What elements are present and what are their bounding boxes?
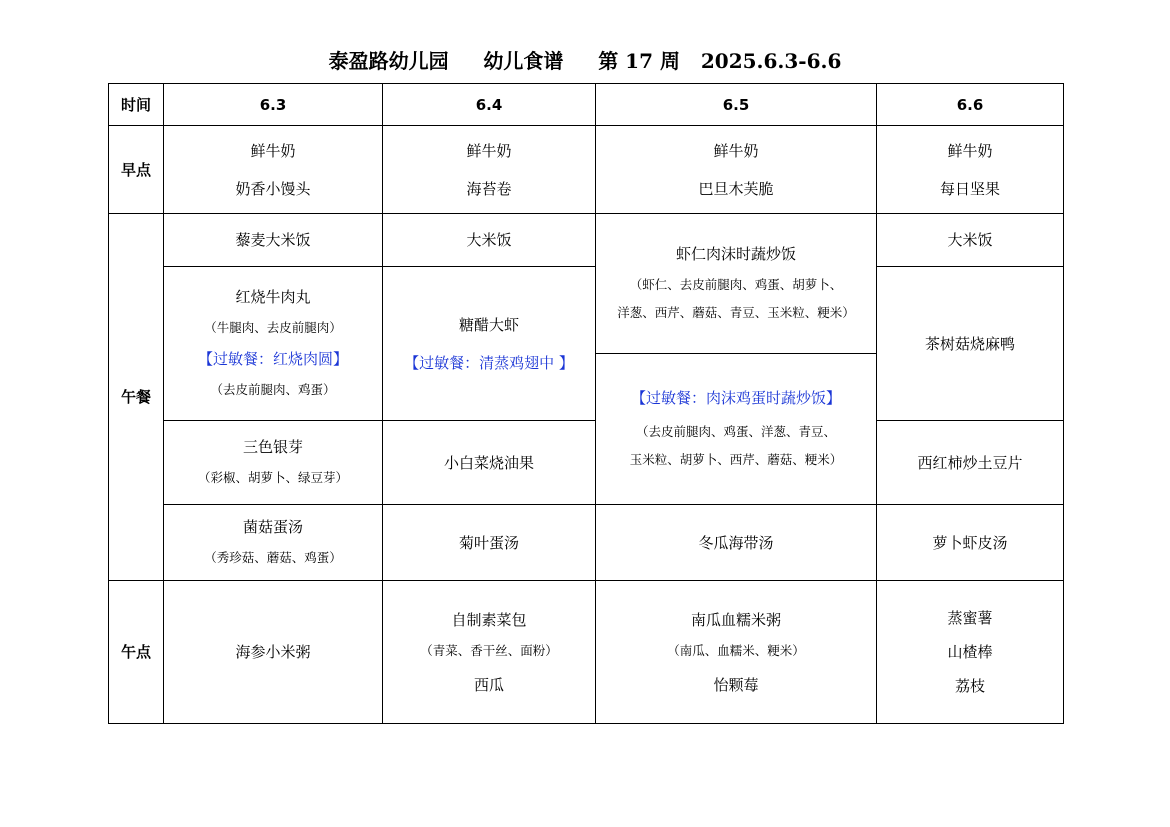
snack-item: 自制素菜包 xyxy=(451,610,527,629)
row-label-breakfast: 早点 xyxy=(109,126,164,214)
breakfast-item: 每日坚果 xyxy=(939,179,1000,198)
lunch-main-day-2 xyxy=(383,267,596,421)
snack-item: 山楂棒 xyxy=(947,643,993,661)
breakfast-item: 海苔卷 xyxy=(466,179,512,198)
dish-name: 红烧牛肉丸 xyxy=(235,288,311,306)
breakfast-item: 鲜牛奶 xyxy=(713,141,759,160)
snack-cell-day-2 xyxy=(383,581,596,724)
breakfast-cell-day-3 xyxy=(596,126,877,214)
dish-ingredients: （秀珍菇、蘑菇、鸡蛋） xyxy=(204,550,342,565)
header-time-label: 时间 xyxy=(109,84,164,126)
breakfast-cell-day-1 xyxy=(164,126,383,214)
header-day-1: 6.3 xyxy=(164,84,383,126)
lunch-staple-day-4: 大米饭 xyxy=(877,214,1064,267)
lunch-staple-day-2: 大米饭 xyxy=(383,214,596,267)
row-label-lunch: 午餐 xyxy=(109,214,164,581)
breakfast-item: 奶香小馒头 xyxy=(235,179,311,198)
page-title: 泰盈路幼儿园 幼儿食谱 第 17 周 2025.6.3-6.6 xyxy=(328,49,842,73)
lunch-soup-day-4: 萝卜虾皮汤 xyxy=(877,505,1064,581)
snack-cell-day-4 xyxy=(877,581,1064,724)
breakfast-cell-day-2 xyxy=(383,126,596,214)
snack-row xyxy=(109,581,1064,724)
dish-name: 虾仁肉沫时蔬炒饭 xyxy=(675,245,796,263)
snack-ingredients: （青菜、香干丝、面粉） xyxy=(420,642,558,658)
dish-ingredients: （去皮前腿肉、鸡蛋、洋葱、青豆、 xyxy=(635,424,836,439)
lunch-allergy-day-3 xyxy=(596,354,877,505)
breakfast-item: 鲜牛奶 xyxy=(947,141,993,160)
dish-ingredients: （牛腿肉、去皮前腿肉） xyxy=(204,320,342,335)
dish-ingredients: （彩椒、胡萝卜、绿豆芽） xyxy=(197,470,348,485)
lunch-veg-day-1 xyxy=(164,421,383,505)
lunch-row-veg xyxy=(109,421,1064,505)
breakfast-cell-day-4 xyxy=(877,126,1064,214)
lunch-soup-day-3: 冬瓜海带汤 xyxy=(596,505,877,581)
dish-ingredients: 洋葱、西芹、蘑菇、青豆、玉米粒、粳米） xyxy=(617,305,855,320)
header-day-2: 6.4 xyxy=(383,84,596,126)
lunch-row-staple xyxy=(109,214,1064,267)
snack-fruit: 怡颗莓 xyxy=(713,675,759,694)
dish-ingredients: （去皮前腿肉、鸡蛋） xyxy=(210,382,336,397)
breakfast-row xyxy=(109,126,1064,214)
snack-cell-day-3 xyxy=(596,581,877,724)
header-day-3: 6.5 xyxy=(596,84,877,126)
dish-name: 菌菇蛋汤 xyxy=(242,518,303,536)
dish-ingredients: （虾仁、去皮前腿肉、鸡蛋、胡萝卜、 xyxy=(629,277,843,292)
dish-ingredients: 玉米粒、胡萝卜、西芹、蘑菇、粳米） xyxy=(629,452,843,467)
lunch-main-day-3 xyxy=(596,214,877,354)
lunch-main-day-4: 茶树菇烧麻鸭 xyxy=(877,267,1064,421)
lunch-veg-day-2: 小白菜烧油果 xyxy=(383,421,596,505)
breakfast-item: 鲜牛奶 xyxy=(466,141,512,160)
allergy-dish: 【过敏餐：红烧肉圆】 xyxy=(197,350,348,368)
dish-name: 三色银芽 xyxy=(242,438,303,456)
lunch-main-day-1 xyxy=(164,267,383,421)
lunch-soup-day-1 xyxy=(164,505,383,581)
snack-fruit: 西瓜 xyxy=(473,675,504,694)
header-day-4: 6.6 xyxy=(877,84,1064,126)
header-row xyxy=(109,84,1064,126)
lunch-veg-day-4: 西红柿炒土豆片 xyxy=(877,421,1064,505)
allergy-dish: 【过敏餐：肉沫鸡蛋时蔬炒饭】 xyxy=(630,389,841,407)
snack-item: 蒸蜜薯 xyxy=(947,609,993,627)
breakfast-item: 巴旦木芙脆 xyxy=(698,179,774,198)
snack-fruit: 荔枝 xyxy=(954,677,985,695)
breakfast-item: 鲜牛奶 xyxy=(250,141,296,160)
snack-item: 南瓜血糯米粥 xyxy=(690,610,781,629)
lunch-staple-day-1: 藜麦大米饭 xyxy=(164,214,383,267)
lunch-soup-day-2: 菊叶蛋汤 xyxy=(383,505,596,581)
allergy-dish: 【过敏餐：清蒸鸡翅中 】 xyxy=(404,353,574,372)
lunch-row-main-upper xyxy=(109,267,1064,354)
dish-name: 糖醋大虾 xyxy=(458,315,519,334)
menu-table xyxy=(108,83,1064,724)
row-label-snack: 午点 xyxy=(109,581,164,724)
snack-cell-day-1: 海参小米粥 xyxy=(164,581,383,724)
lunch-row-soup xyxy=(109,505,1064,581)
snack-ingredients: （南瓜、血糯米、粳米） xyxy=(667,642,805,658)
